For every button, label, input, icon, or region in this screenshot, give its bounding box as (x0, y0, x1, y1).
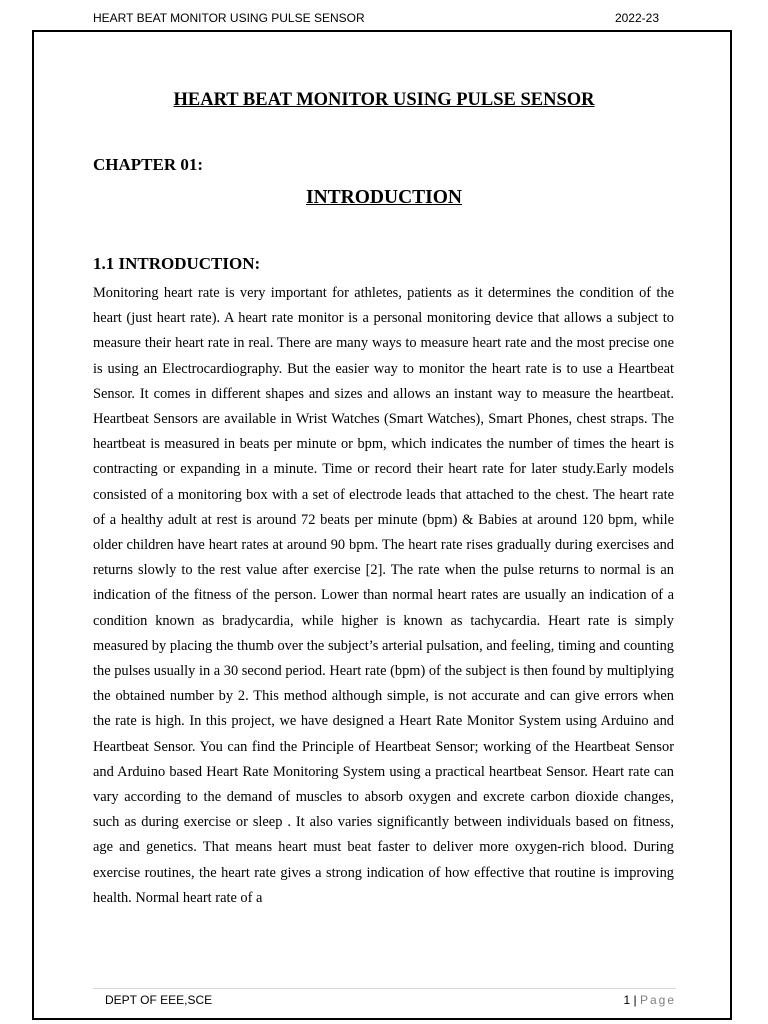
running-header (93, 10, 659, 26)
chapter-label: CHAPTER 01: (93, 155, 204, 174)
page-number: 1 (623, 993, 631, 1007)
page-word: Page (639, 993, 676, 1007)
footer-divider (93, 988, 676, 989)
document-title: HEART BEAT MONITOR USING PULSE SENSOR (173, 90, 595, 110)
footer-page-indicator (623, 992, 676, 1008)
running-header-year: 2022-23 (614, 11, 659, 25)
page-separator: | (633, 993, 637, 1007)
running-header-title: HEART BEAT MONITOR USING PULSE SENSOR (93, 11, 365, 25)
chapter-title: INTRODUCTION (305, 187, 463, 208)
section-heading: 1.1 INTRODUCTION: (93, 254, 261, 273)
footer-department: DEPT OF EEE,SCE (105, 993, 213, 1007)
body-paragraph: Monitoring heart rate is very important for athletes, patients as it determines the condition of the heart (just heart rate). A heart rate monitor is a personal monitoring device that allows a subject to measure their heart rate in real. There are many ways to measure heart rate and the most precise one is using an Electrocardiography. But the easier way to monitor the heart rate is to use a Heartbeat Sensor. It comes in different shapes and sizes and allows an instant way to measure the heartbeat. Heartbeat Sensors are available in Wrist Watches (Smart Watches), Smart Phones, chest straps. The heartbeat is measured in beats per minute or bpm, which indicates the number of times the heart is contracting or expanding in a minute. Time or record their heart rate for later study.Early models consisted of a monitoring box with a set of electrode leads that attached to the chest. The heart rate of a healthy adult at rest is around 72 beats per minute (bpm) & Babies at around 120 bpm, while older children have heart rates at around 90 bpm. The heart rate rises gradually during exercises and returns slowly to the rest value after exercise [2]. The rate when the pulse returns to normal is an indication of the fitness of the person. Lower than normal heart rates are usually an indication of a condition known as bradycardia, while higher is known as tachycardia. Heart rate is simply measured by placing the thumb over the subject’s arterial pulsation, and feeling, timing and counting the pulses usually in a 30 second period. Heart rate (bpm) of the subject is then found by multiplying the obtained number by 2. This method although simple, is not accurate and can give errors when the rate is high. In this project, we have designed a Heart Rate Monitor System using Arduino and Heartbeat Sensor. You can find the Principle of Heartbeat Sensor; working of the Heartbeat Sensor and Arduino based Heart Rate Monitoring System using a practical heartbeat Sensor. Heart rate can vary according to the demand of muscles to absorb oxygen and excrete carbon dioxide changes, such as during exercise or sleep . It also varies significantly between individuals based on fitness, age and genetics. That means heart must beat faster to deliver more oxygen-rich blood. During exercise routines, the heart rate gives a strong indication of how effective that routine is improving health. Normal heart rate of a (93, 285, 674, 906)
